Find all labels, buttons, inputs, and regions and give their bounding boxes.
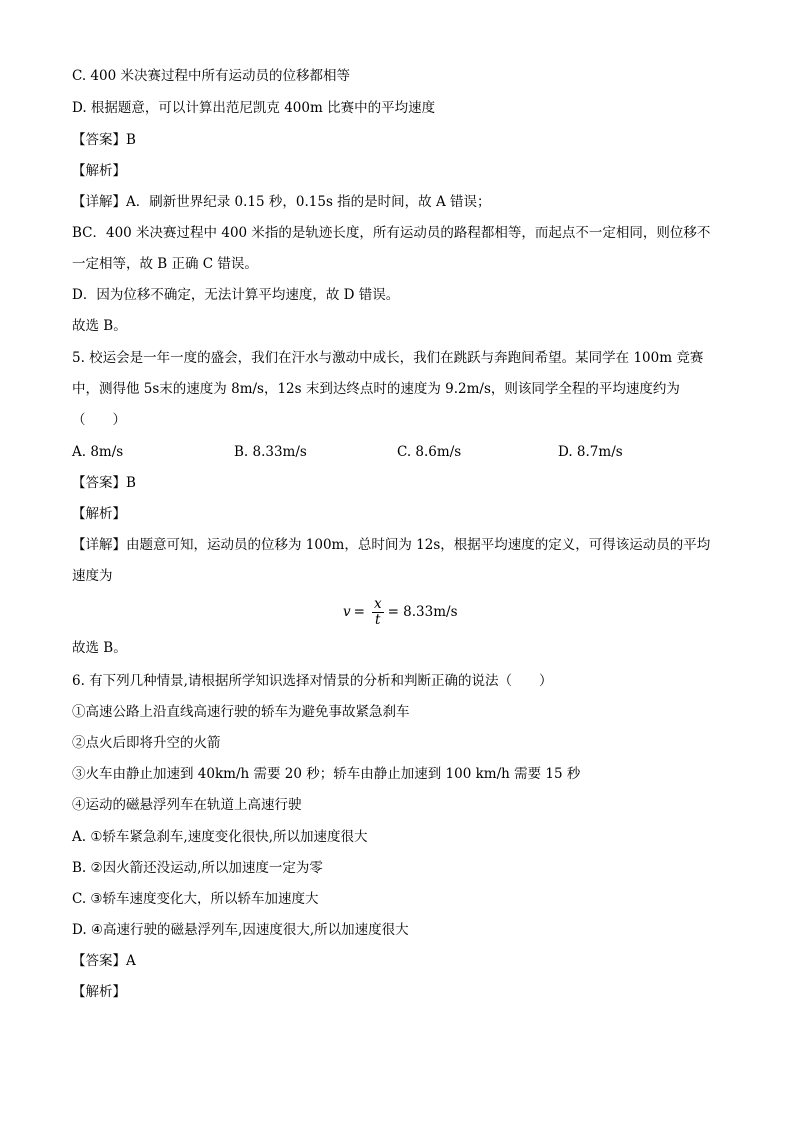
formula-fraction xyxy=(372,597,384,628)
q4-analysis-heading: 【解析】 xyxy=(72,163,126,179)
q5-option-c: C. 8.6m/s xyxy=(397,444,462,460)
q6-option-a: A. ①轿车紧急刹车,速度变化很快,所以加速度很大 xyxy=(72,829,368,845)
q5-velocity-formula xyxy=(343,592,458,632)
q6-option-c: C. ③轿车速度变化大，所以轿车加速度大 xyxy=(72,891,319,907)
q5-option-d: D. 8.7m/s xyxy=(558,444,623,460)
formula-lhs: v xyxy=(343,604,351,620)
q6-option-d: D. ④高速行驶的磁悬浮列车,因速度很大,所以加速度很大 xyxy=(72,922,409,938)
formula-rhs: = 8.33m/s xyxy=(387,604,458,620)
q6-scenario-2: ②点火后即将升空的火箭 xyxy=(72,735,221,751)
q5-detail-line2: 速度为 xyxy=(72,568,113,584)
q6-analysis-heading: 【解析】 xyxy=(72,984,126,1000)
q6-answer: 【答案】A xyxy=(72,953,136,969)
q5-answer: 【答案】B xyxy=(72,475,136,491)
q4-option-d: D. 根据题意，可以计算出范尼凯克 400m 比赛中的平均速度 xyxy=(72,100,436,116)
q5-stem-line3: （ ） xyxy=(72,412,126,428)
q5-stem-line2: 中，测得他 5s末的速度为 8m/s，12s 末到达终点时的速度为 9.2m/s，则该同学全程的平均速度约为 xyxy=(72,381,680,397)
q5-detail-line1: 【详解】由题意可知，运动员的位移为 100m，总时间为 12s，根据平均速度的定义，可得该运动员的平均 xyxy=(72,537,711,553)
q6-scenario-1: ①高速公路上沿直线高速行驶的轿车为避免事故紧急刹车 xyxy=(72,704,410,720)
q4-detail-d: D．因为位移不确定，无法计算平均速度，故 D 错误。 xyxy=(72,287,400,303)
formula-equals: = xyxy=(353,604,365,620)
q6-option-b: B. ②因火箭还没运动,所以加速度一定为零 xyxy=(72,860,323,876)
q6-scenario-3: ③火车由静止加速到 40km/h 需要 20 秒；轿车由静止加速到 100 km/h 需要 15 秒 xyxy=(72,766,581,782)
q4-detail-bc-line1: BC．400 米决赛过程中 400 米指的是轨迹长度，所有运动员的路程都相等，而起点不一定相同，则位移不 xyxy=(72,225,711,241)
q5-analysis-heading: 【解析】 xyxy=(72,506,126,522)
q6-stem: 6. 有下列几种情景,请根据所学知识选择对情景的分析和判断正确的说法（ ） xyxy=(72,673,553,689)
q4-conclusion: 故选 B。 xyxy=(72,318,127,334)
q6-scenario-4: ④运动的磁悬浮列车在轨道上高速行驶 xyxy=(72,797,302,813)
formula-numerator: x xyxy=(373,595,382,612)
q5-option-a: A. 8m/s xyxy=(72,444,124,460)
q4-answer: 【答案】B xyxy=(72,132,136,148)
formula-denominator: t xyxy=(375,611,381,628)
q4-detail-a: 【详解】A．刷新世界纪录 0.15 秒，0.15s 指的是时间，故 A 错误； xyxy=(72,194,491,210)
q5-option-b: B. 8.33m/s xyxy=(234,444,307,460)
q4-detail-bc-line2: 一定相等，故 B 正确 C 错误。 xyxy=(72,256,258,272)
q4-option-c: C. 400 米决赛过程中所有运动员的位移都相等 xyxy=(72,68,350,84)
q5-stem-line1: 5. 校运会是一年一度的盛会，我们在汗水与激动中成长，我们在跳跃与奔跑间希望。某同学在 100m 竞赛 xyxy=(72,350,704,366)
q5-conclusion: 故选 B。 xyxy=(72,640,127,656)
